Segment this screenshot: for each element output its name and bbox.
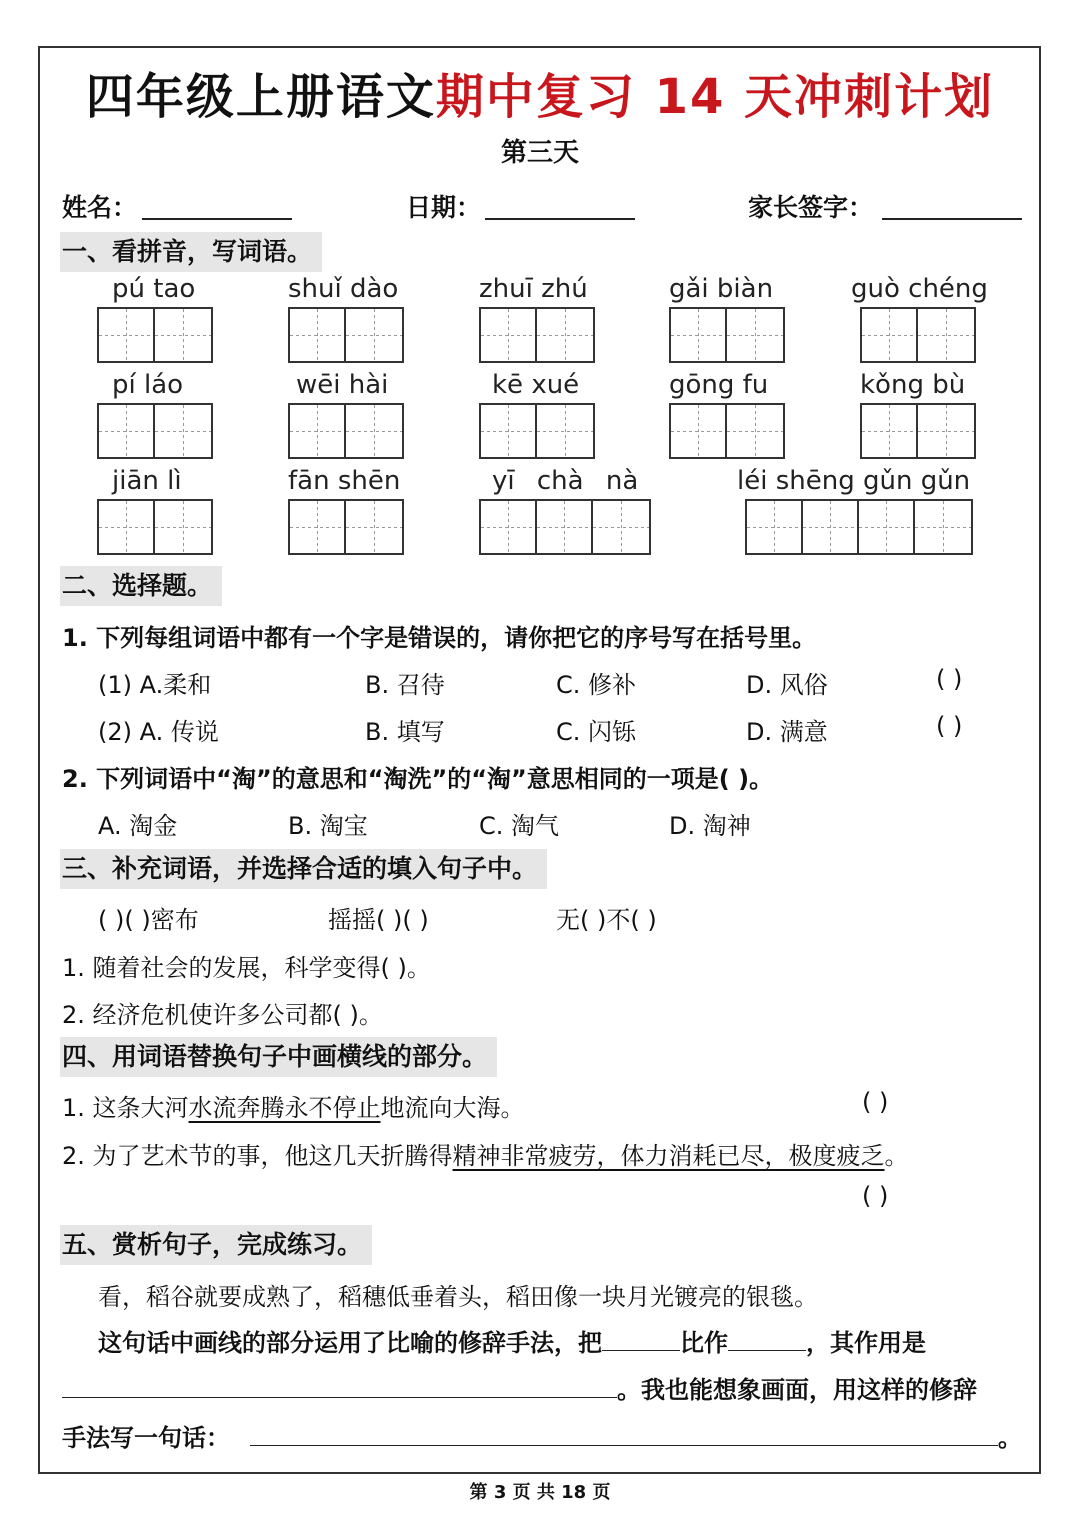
writing-grid[interactable] — [479, 307, 595, 363]
option: B. 召待 — [365, 671, 445, 699]
option: C. 闪铄 — [556, 718, 637, 746]
pinyin-label: gǎi biàn — [669, 274, 774, 304]
question-2-1: 1. 下列每组词语中都有一个字是错误的，请你把它的序号写在括号里。 — [62, 624, 817, 652]
sentence-end: 。 — [998, 1424, 1022, 1452]
answer-paren[interactable]: ( ) — [862, 1088, 889, 1116]
answer-paren[interactable]: ( ) — [862, 1182, 889, 1210]
writing-grid[interactable] — [860, 403, 976, 459]
sentence-3-1: 1. 随着社会的发展，科学变得( )。 — [62, 954, 431, 982]
pinyin-label: zhuī zhú — [479, 274, 588, 304]
writing-grid[interactable] — [288, 403, 404, 459]
section-1-heading: 一、看拼音，写词语。 — [60, 232, 322, 272]
page-number: 第 3 页 共 18 页 — [469, 1482, 611, 1503]
writing-grid[interactable] — [745, 499, 973, 555]
writing-grid[interactable] — [479, 403, 595, 459]
section-3-heading: 三、补充词语，并选择合适的填入句子中。 — [60, 849, 547, 889]
quoted-sentence: 看，稻谷就要成熟了，稻穗低垂着头，稻田像一块月光镀亮的银毯。 — [98, 1283, 818, 1311]
option: (1) A.柔和 — [98, 671, 212, 699]
answer-line[interactable] — [62, 1373, 617, 1398]
option: A. 淘金 — [98, 812, 178, 840]
sentence-4-2: 2. 为了艺术节的事，他这几天折腾得精神非常疲劳，体力消耗已尽，极度疲乏。 — [62, 1142, 909, 1170]
pinyin-label: pí láo — [112, 370, 184, 400]
page-title: 四年级上册语文期中复习 14 天冲刺计划 — [85, 69, 995, 125]
option: D. 风俗 — [746, 671, 828, 699]
pinyin-label: wēi hài — [296, 370, 389, 400]
prompt-5-line3: 手法写一句话： — [62, 1424, 230, 1452]
question-2-2: 2. 下列词语中“淘”的意思和“淘洗”的“淘”意思相同的一项是( )。 — [62, 765, 774, 793]
date-label: 日期： — [406, 193, 482, 222]
section-4-heading: 四、用词语替换句子中画横线的部分。 — [60, 1037, 497, 1077]
writing-grid[interactable] — [288, 307, 404, 363]
pinyin-label: yī chà nà — [492, 466, 639, 496]
sentence-3-2: 2. 经济危机使许多公司都( )。 — [62, 1001, 383, 1029]
answer-paren[interactable]: ( ) — [936, 712, 963, 740]
writing-grid[interactable] — [97, 403, 213, 459]
writing-grid[interactable] — [860, 307, 976, 363]
answer-paren[interactable]: ( ) — [936, 665, 963, 693]
name-field[interactable] — [142, 190, 292, 220]
writing-grid[interactable] — [479, 499, 651, 555]
answer-line[interactable] — [250, 1421, 998, 1446]
writing-grid[interactable] — [97, 307, 213, 363]
pinyin-label: guò chéng — [851, 274, 988, 304]
sentence-4-1: 1. 这条大河水流奔腾永不停止地流向大海。 — [62, 1094, 525, 1122]
option: D. 满意 — [746, 718, 828, 746]
date-field[interactable] — [485, 190, 635, 220]
section-5-heading: 五、赏析句子，完成练习。 — [60, 1225, 372, 1265]
option: C. 淘气 — [479, 812, 560, 840]
parent-signature-field[interactable] — [882, 190, 1022, 220]
fill-blank-idiom[interactable]: 摇摇( )( ) — [328, 906, 429, 934]
parent-signature-label: 家长签字： — [748, 193, 874, 222]
pinyin-label: jiān lì — [112, 466, 182, 496]
option: D. 淘神 — [669, 812, 751, 840]
prompt-5-line2: 。我也能想象画面，用这样的修辞 — [617, 1376, 977, 1404]
option: C. 修补 — [556, 671, 637, 699]
writing-grid[interactable] — [669, 307, 785, 363]
pinyin-label: léi shēng gǔn gǔn — [737, 466, 971, 496]
pinyin-label: kǒng bù — [860, 370, 966, 400]
pinyin-label: shuǐ dào — [288, 274, 399, 304]
pinyin-label: kē xué — [492, 370, 580, 400]
writing-grid[interactable] — [97, 499, 213, 555]
option: B. 填写 — [365, 718, 445, 746]
section-2-heading: 二、选择题。 — [60, 566, 222, 606]
pinyin-label: gōng fu — [669, 370, 769, 400]
option: B. 淘宝 — [288, 812, 368, 840]
fill-blank-idiom[interactable]: 无( )不( ) — [556, 906, 657, 934]
writing-grid[interactable] — [669, 403, 785, 459]
option: (2) A. 传说 — [98, 718, 219, 746]
prompt-5-line1: 这句话中画线的部分运用了比喻的修辞手法，把 比作 ，其作用是 — [98, 1329, 926, 1357]
pinyin-label: pú tao — [112, 274, 196, 304]
writing-grid[interactable] — [288, 499, 404, 555]
name-label: 姓名： — [62, 193, 138, 222]
pinyin-label: fān shēn — [288, 466, 401, 496]
fill-blank-idiom[interactable]: ( )( )密布 — [98, 906, 199, 934]
day-subtitle: 第三天 — [500, 138, 579, 168]
